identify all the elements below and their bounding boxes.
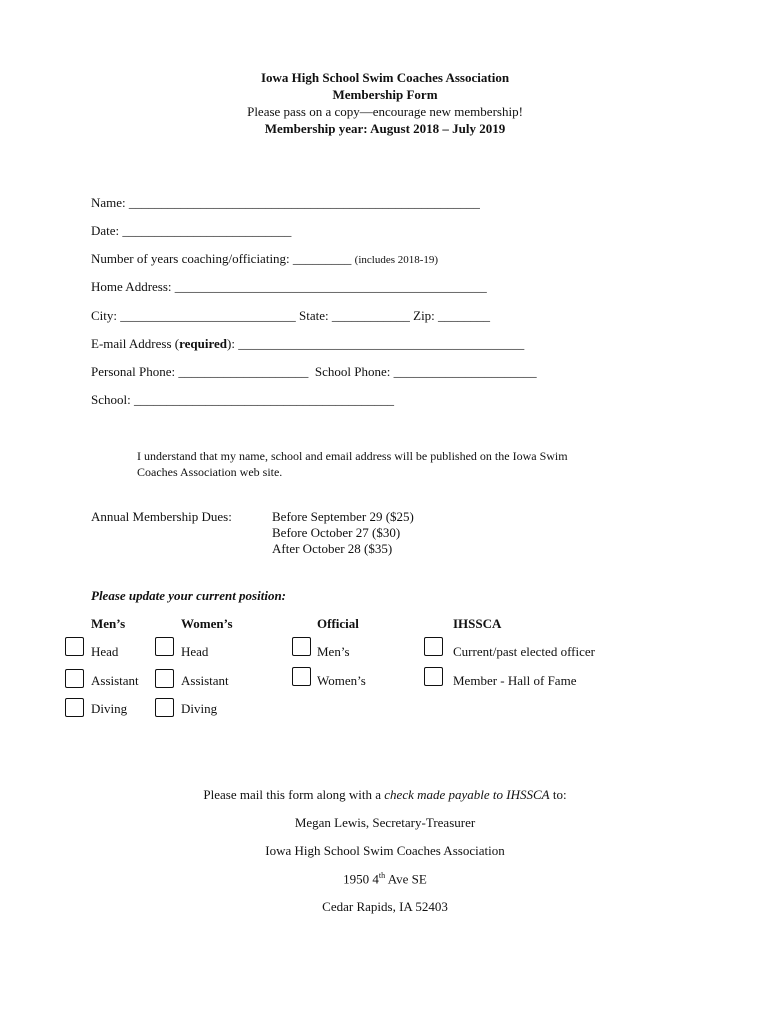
dues-tier: Before September 29 ($25) [272, 509, 414, 524]
dues-tier: After October 28 ($35) [272, 541, 393, 556]
official-column-title: Official [317, 616, 359, 631]
email-field[interactable] [91, 336, 524, 352]
mens-assistant-label: Assistant [91, 673, 139, 688]
mail-instruction-payable: check made payable to IHSSCA [384, 787, 550, 802]
consent-line-2: Coaches Association web site. [137, 465, 283, 479]
mail-city: Cedar Rapids, IA 52403 [322, 899, 448, 914]
mail-instruction-prefix: Please mail this form along with a [203, 787, 385, 802]
mail-recipient: Megan Lewis, Secretary-Treasurer [294, 815, 476, 830]
official-womens-label: Women’s [317, 673, 366, 688]
womens-head-label: Head [181, 644, 209, 659]
ihssca-hall-of-fame-checkbox[interactable] [424, 667, 443, 686]
zip-field[interactable]: Zip: ________ [413, 308, 491, 323]
school-phone-field[interactable]: School Phone: ______________________ [314, 364, 537, 379]
ihssca-hall-of-fame-label: Member - Hall of Fame [453, 673, 577, 688]
years-field[interactable] [91, 251, 438, 267]
womens-column-title: Women’s [181, 616, 233, 631]
street-name: Ave SE [385, 871, 427, 887]
email-label-suffix: ): ____________________________________________ [227, 336, 525, 351]
womens-diving-label: Diving [181, 701, 218, 716]
womens-head-checkbox[interactable] [155, 637, 174, 656]
mens-head-checkbox[interactable] [65, 637, 84, 656]
mail-instruction-suffix: to: [549, 787, 567, 802]
street-ordinal: th [378, 871, 386, 880]
mens-head-label: Head [91, 644, 119, 659]
mail-street [0, 871, 770, 887]
consent-line-1: I understand that my name, school and email address will be published on the Iowa Swim [137, 449, 568, 463]
tagline: Please pass on a copy—encourage new membership! [247, 104, 523, 119]
personal-phone-field[interactable]: Personal Phone: ____________________ [91, 364, 309, 379]
date-field[interactable]: Date: __________________________ [91, 223, 292, 238]
dues-label: Annual Membership Dues: [91, 509, 232, 524]
dues-tier: Before October 27 ($30) [272, 525, 401, 540]
state-field[interactable]: State: ____________ [299, 308, 410, 323]
school-field[interactable]: School: ________________________________________ [91, 392, 394, 407]
positions-heading: Please update your current position: [91, 588, 287, 603]
street-number: 1950 4 [343, 871, 379, 887]
womens-diving-checkbox[interactable] [155, 698, 174, 717]
years-note: (includes 2018-19) [354, 254, 439, 266]
mens-assistant-checkbox[interactable] [65, 669, 84, 688]
phone-row [91, 364, 537, 380]
form-title: Membership Form [332, 87, 438, 102]
city-field[interactable]: City: ___________________________ [91, 308, 296, 323]
ihssca-officer-checkbox[interactable] [424, 637, 443, 656]
womens-assistant-checkbox[interactable] [155, 669, 174, 688]
ihssca-column-title: IHSSCA [453, 616, 502, 631]
official-womens-checkbox[interactable] [292, 667, 311, 686]
official-mens-checkbox[interactable] [292, 637, 311, 656]
home-address-field[interactable]: Home Address: ________________________________________________ [91, 279, 487, 294]
mail-instruction [0, 787, 770, 803]
email-label-prefix: E-mail Address ( [91, 336, 180, 351]
city-state-zip-row [91, 308, 490, 324]
mail-org: Iowa High School Swim Coaches Association [265, 843, 505, 858]
membership-year: Membership year: August 2018 – July 2019 [264, 121, 506, 136]
womens-assistant-label: Assistant [181, 673, 229, 688]
name-field[interactable]: Name: ______________________________________________________ [91, 195, 480, 210]
ihssca-officer-label: Current/past elected officer [453, 644, 595, 659]
years-field-label: Number of years coaching/officiating: _________ [91, 251, 352, 266]
official-mens-label: Men’s [317, 644, 350, 659]
mens-diving-checkbox[interactable] [65, 698, 84, 717]
mens-column-title: Men’s [91, 616, 126, 631]
org-title: Iowa High School Swim Coaches Association [260, 70, 510, 85]
email-required: required [179, 336, 228, 351]
mens-diving-label: Diving [91, 701, 128, 716]
